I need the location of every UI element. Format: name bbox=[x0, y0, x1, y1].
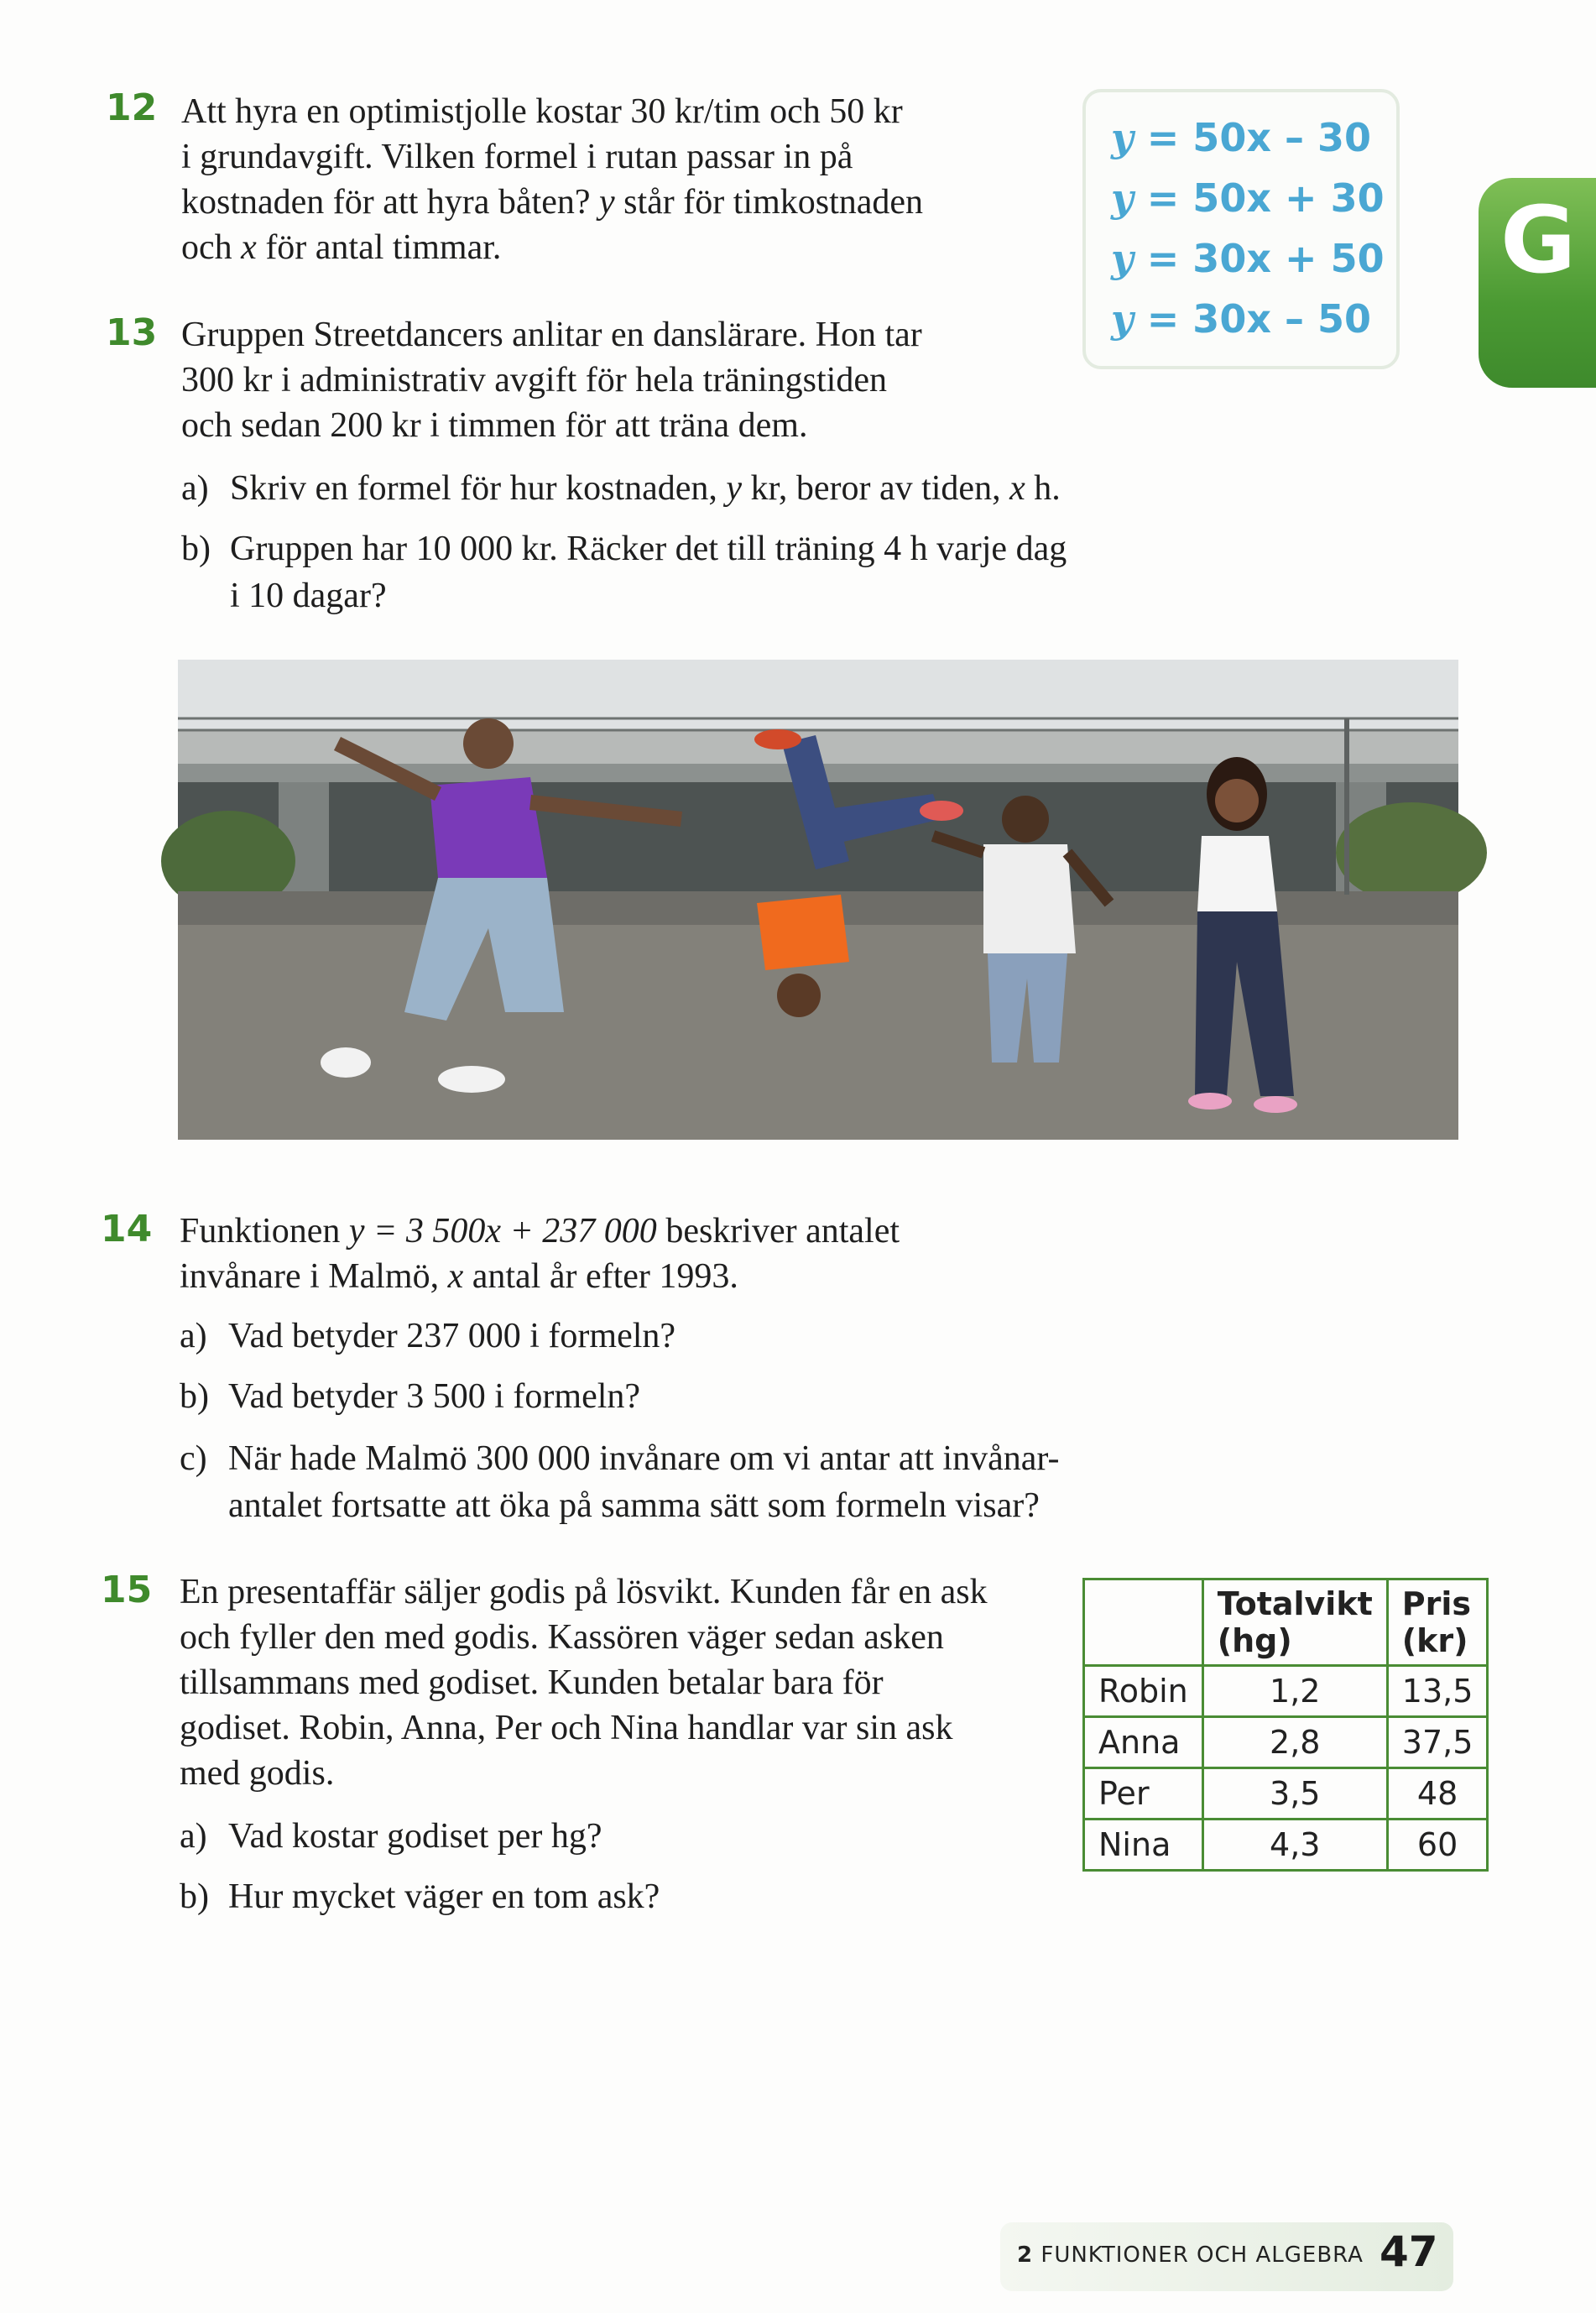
row-weight: 1,2 bbox=[1202, 1666, 1387, 1717]
table-row bbox=[1084, 1666, 1488, 1717]
table-row bbox=[1084, 1820, 1488, 1871]
row-price: 60 bbox=[1387, 1820, 1488, 1871]
candy-price-table bbox=[1082, 1578, 1489, 1872]
problem-14-text bbox=[180, 1209, 900, 1299]
formula-option-4: y = 30x – 50 bbox=[1111, 296, 1372, 342]
formula-box bbox=[1082, 89, 1400, 369]
problem-12-line-3: kostnaden för att hyra båten? y står för timkostnaden bbox=[181, 183, 924, 222]
problem-14-c: c) När hade Malmö 300 000 invånare om vi antar att invånar- antalet fortsatte att öka på samma sätt som formeln visar? bbox=[180, 1439, 1060, 1525]
table-corner-cell bbox=[1084, 1579, 1203, 1666]
problem-14-line-1: Funktionen y = 3 500x + 237 000 beskriver antalet bbox=[180, 1212, 900, 1250]
problem-13-b: b) Gruppen har 10 000 kr. Räcker det till träning 4 h varje dag i 10 dagar? bbox=[181, 530, 1067, 615]
problem-15-line-2: och fyller den med godis. Kassören väger sedan asken bbox=[180, 1618, 944, 1657]
problem-number-14: 14 bbox=[101, 1208, 153, 1250]
table-row bbox=[1084, 1768, 1488, 1820]
page-number: 47 bbox=[1380, 2227, 1438, 2276]
problem-14-a: a) Vad betyder 237 000 i formeln? bbox=[180, 1317, 676, 1355]
problem-15-b: b) Hur mycket väger en tom ask? bbox=[180, 1877, 660, 1916]
row-weight: 2,8 bbox=[1202, 1717, 1387, 1768]
row-price: 37,5 bbox=[1387, 1717, 1488, 1768]
street-dancers-photo bbox=[178, 660, 1458, 1140]
problem-12-line-1: Att hyra en optimistjolle kostar 30 kr/tim och 50 kr bbox=[181, 92, 903, 131]
row-price: 13,5 bbox=[1387, 1666, 1488, 1717]
formula-option-2: y = 50x + 30 bbox=[1111, 175, 1385, 221]
problem-14-b: b) Vad betyder 3 500 i formeln? bbox=[180, 1377, 641, 1416]
street-dancers-illustration bbox=[178, 660, 1458, 1140]
problem-15-line-3: tillsammans med godiset. Kunden betalar bara för bbox=[180, 1663, 884, 1702]
row-weight: 4,3 bbox=[1202, 1820, 1387, 1871]
header-price: Pris (kr) bbox=[1387, 1579, 1488, 1666]
row-name: Per bbox=[1084, 1768, 1203, 1820]
problem-13-a: a) Skriv en formel för hur kostnaden, y kr, beror av tiden, x h. bbox=[181, 469, 1061, 508]
section-tab bbox=[1479, 178, 1596, 388]
problem-13-line-1: Gruppen Streetdancers anlitar en danslärare. Hon tar bbox=[181, 316, 922, 354]
row-price: 48 bbox=[1387, 1768, 1488, 1820]
problem-number-12: 12 bbox=[106, 86, 158, 129]
page-footer bbox=[1000, 2222, 1453, 2291]
problem-15-line-5: med godis. bbox=[180, 1754, 335, 1793]
problem-number-13: 13 bbox=[106, 311, 158, 354]
formula-option-1: y = 50x – 30 bbox=[1111, 115, 1372, 160]
row-name: Anna bbox=[1084, 1717, 1203, 1768]
problem-12-line-2: i grundavgift. Vilken formel i rutan passar in på bbox=[181, 138, 853, 176]
header-total-weight: Totalvikt (hg) bbox=[1202, 1579, 1387, 1666]
problem-15-text bbox=[180, 1569, 988, 1796]
problem-13-text bbox=[181, 312, 922, 448]
problem-12-text bbox=[181, 89, 923, 270]
problem-15-a: a) Vad kostar godiset per hg? bbox=[180, 1817, 602, 1856]
problem-14-line-2: invånare i Malmö, x antal år efter 1993. bbox=[180, 1257, 738, 1296]
table-header-row bbox=[1084, 1579, 1488, 1666]
row-name: Robin bbox=[1084, 1666, 1203, 1717]
table-row bbox=[1084, 1717, 1488, 1768]
problem-15-line-1: En presentaffär säljer godis på lösvikt. Kunden får en ask bbox=[180, 1573, 988, 1611]
problem-13-line-3: och sedan 200 kr i timmen för att träna dem. bbox=[181, 406, 808, 445]
chapter-label: 2 FUNKTIONER OCH ALGEBRA bbox=[1017, 2243, 1364, 2268]
problem-15-line-4: godiset. Robin, Anna, Per och Nina handlar var sin ask bbox=[180, 1709, 953, 1747]
problem-number-15: 15 bbox=[101, 1569, 153, 1611]
formula-option-3: y = 30x + 50 bbox=[1111, 236, 1385, 281]
problem-13-line-2: 300 kr i administrativ avgift för hela träningstiden bbox=[181, 361, 887, 399]
row-weight: 3,5 bbox=[1202, 1768, 1387, 1820]
section-tab-letter: G bbox=[1500, 186, 1577, 294]
row-name: Nina bbox=[1084, 1820, 1203, 1871]
problem-12-line-4: och x för antal timmar. bbox=[181, 228, 502, 267]
